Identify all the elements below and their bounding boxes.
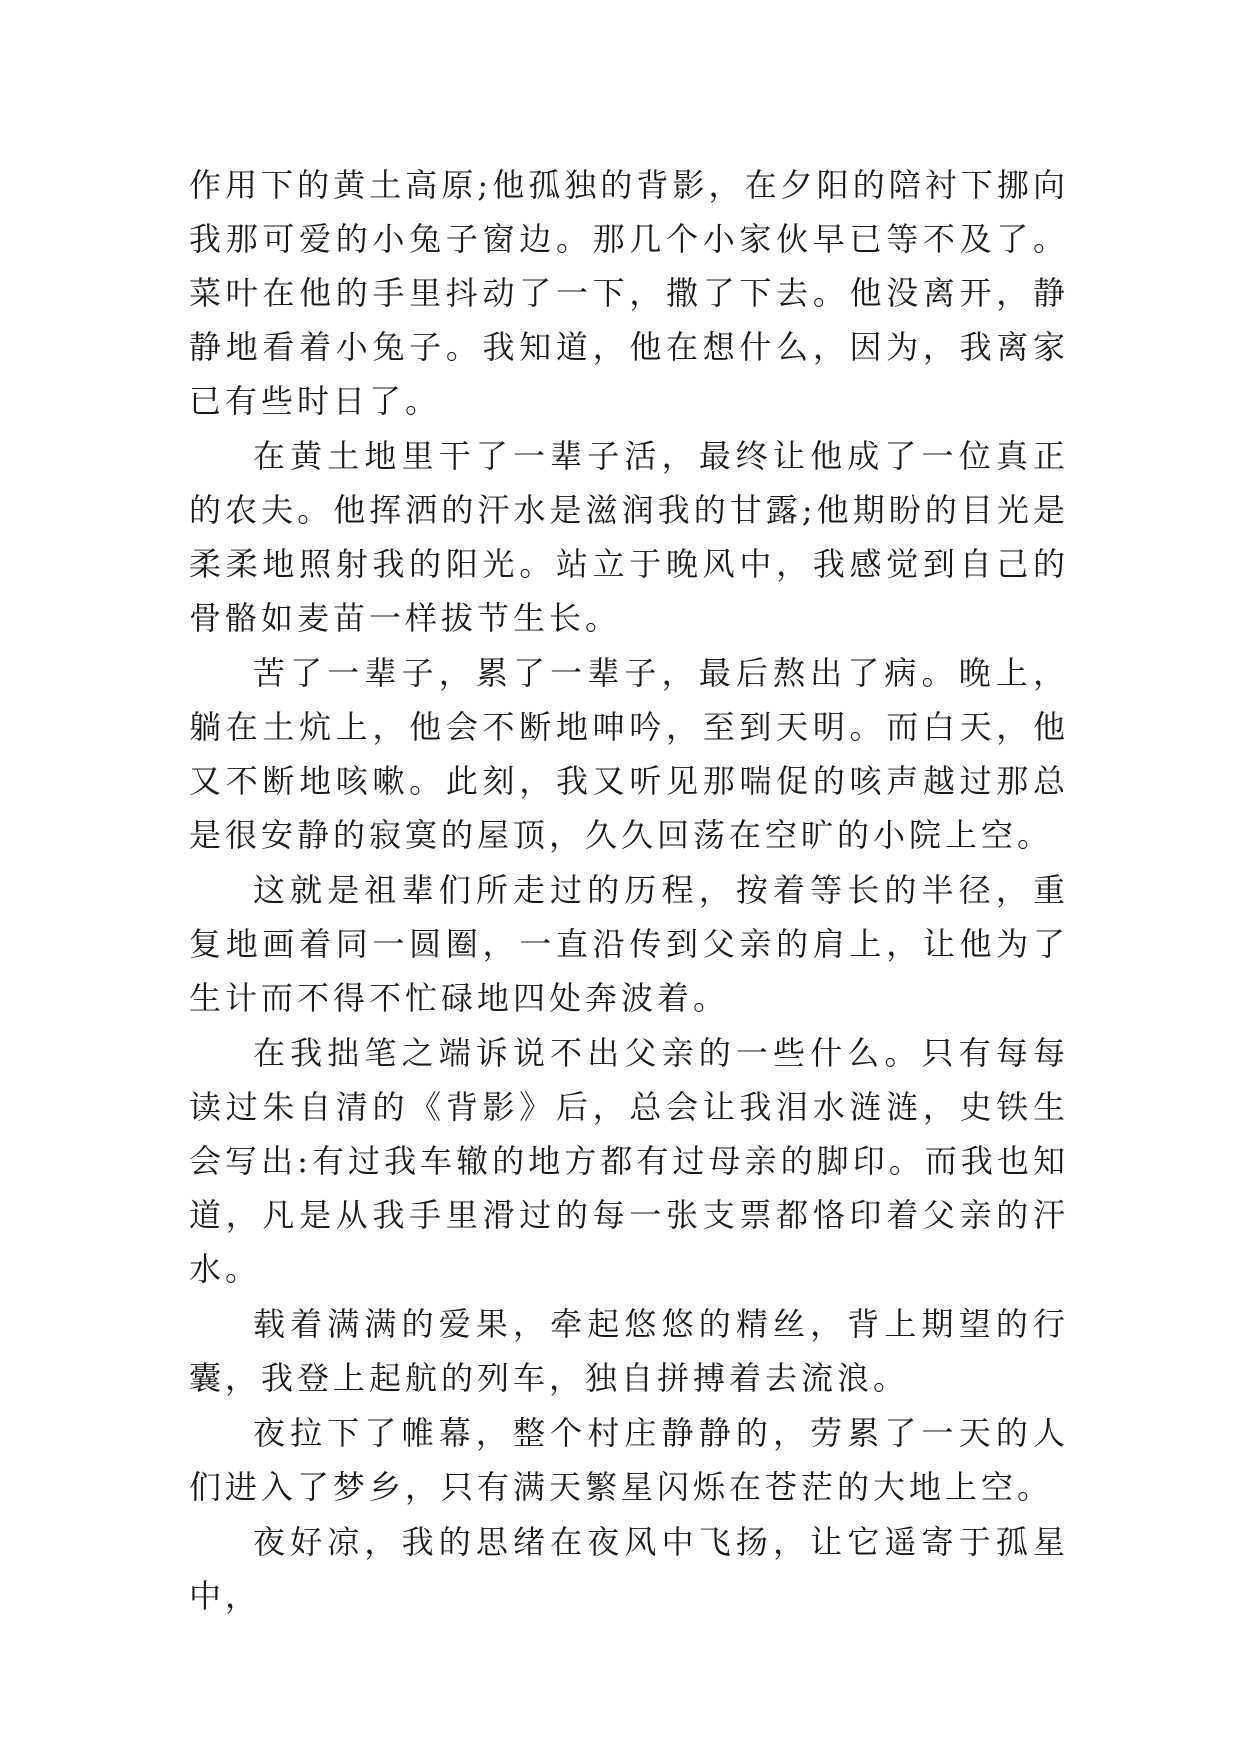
paragraph-1: 作用下的黄土高原;他孤独的背影，在夕阳的陪衬下挪向我那可爱的小兔子窗边。那几个小家伙早已等不及了。菜叶在他的手里抖动了一下，撒了下去。他没离开，静静地看着小兔子。我知道，他在想什么，因为，我离家已有些时日了。 xyxy=(189,166,1069,420)
paragraph-7: 夜拉下了帷幕，整个村庄静静的，劳累了一天的人们进入了梦乡，只有满天繁星闪烁在苍茫的大地上空。 xyxy=(189,1414,1069,1506)
paragraph-5: 在我拙笔之端诉说不出父亲的一些什么。只有每每读过朱自清的《背影》后，总会让我泪水涟涟，史铁生会写出:有过我车辙的地方都有过母亲的脚印。而我也知道，凡是从我手里滑过的每一张支票都恪印着父亲的汗水。 xyxy=(189,1034,1069,1288)
paragraph-4: 这就是祖辈们所走过的历程，按着等长的半径，重复地画着同一圆圈，一直沿传到父亲的肩上，让他为了生计而不得不忙碌地四处奔波着。 xyxy=(189,871,1069,1017)
paragraph-6: 载着满满的爱果，牵起悠悠的精丝，背上期望的行囊，我登上起航的列车，独自拼搏着去流浪。 xyxy=(189,1305,1069,1397)
document-body xyxy=(189,158,1069,1624)
paragraph-3: 苦了一辈子，累了一辈子，最后熬出了病。晚上，躺在土炕上，他会不断地呻吟，至到天明。而白天，他又不断地咳嗽。此刻，我又听见那喘促的咳声越过那总是很安静的寂寞的屋顶，久久回荡在空旷的小院上空。 xyxy=(189,654,1069,854)
paragraph-8: 夜好凉，我的思绪在夜风中飞扬，让它遥寄于孤星中， xyxy=(189,1523,1069,1615)
paragraph-2: 在黄土地里干了一辈子活，最终让他成了一位真正的农夫。他挥洒的汗水是滋润我的甘露;他期盼的目光是柔柔地照射我的阳光。站立于晚风中，我感觉到自己的骨骼如麦苗一样拔节生长。 xyxy=(189,437,1069,637)
